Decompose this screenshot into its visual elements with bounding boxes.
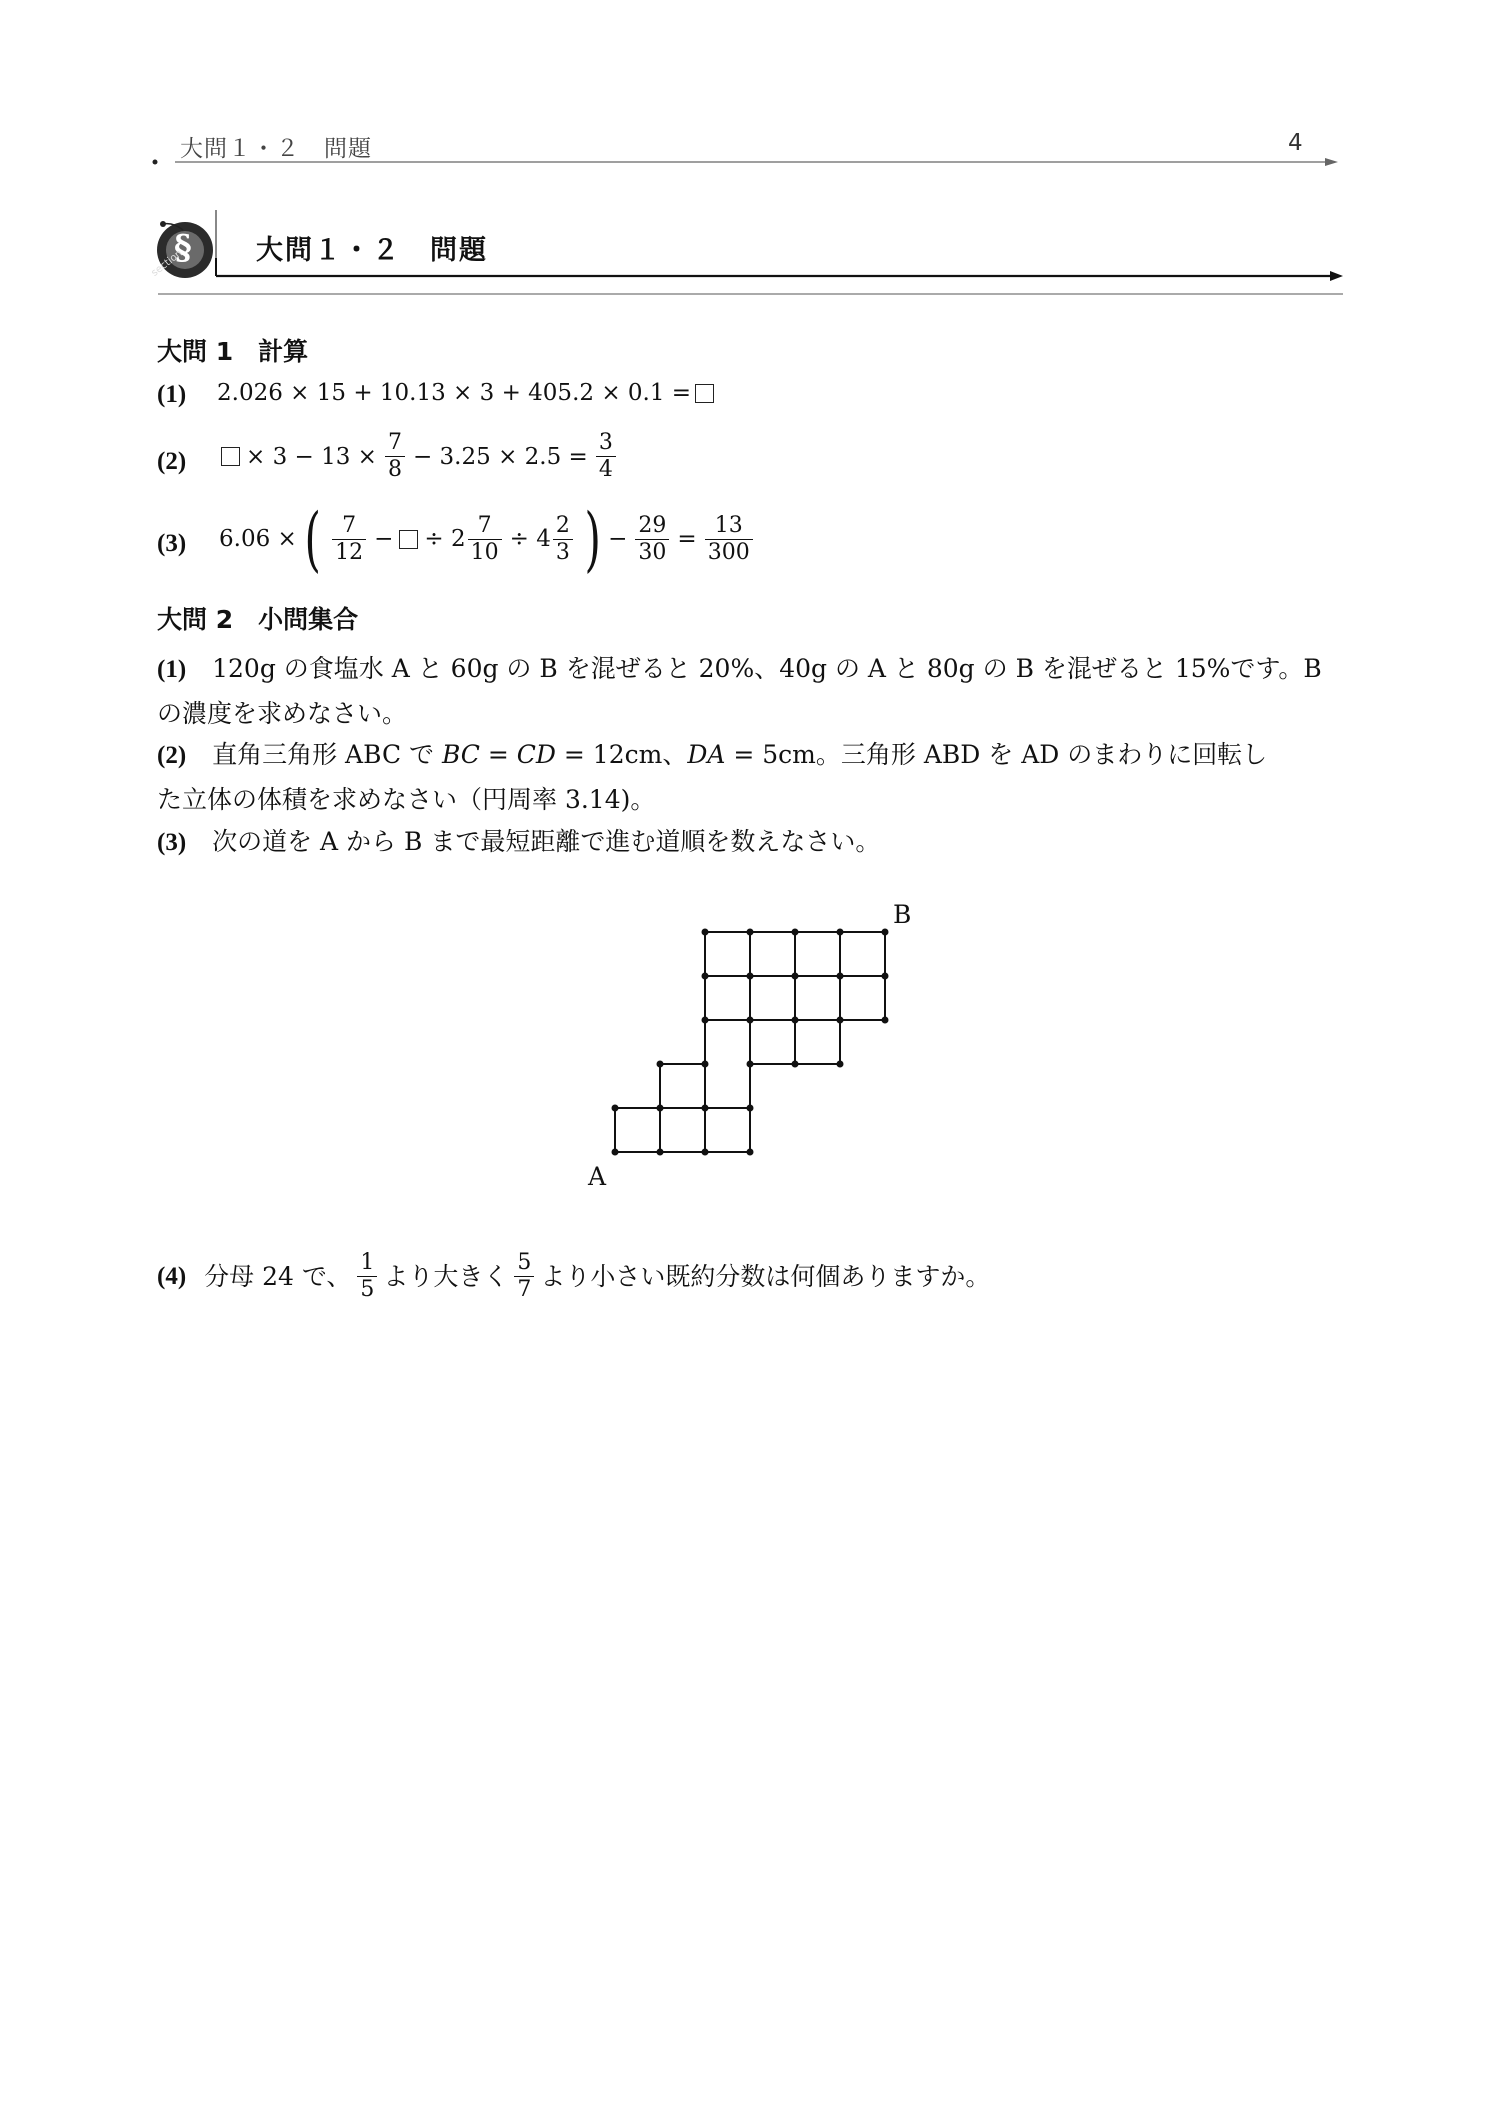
badge-ring-text: section	[149, 248, 185, 279]
q2-1-block	[157, 647, 1337, 736]
numerator: 13	[714, 512, 743, 538]
denominator: 8	[385, 456, 405, 483]
fraction-29-30	[635, 513, 669, 566]
divide-2: ÷ 2	[424, 526, 466, 552]
minus-sign: −	[374, 526, 394, 552]
denominator: 30	[635, 539, 669, 566]
denominator: 12	[332, 539, 366, 566]
section-title: 大問１・２ 問題	[256, 235, 488, 266]
divide-4: ÷ 4	[509, 526, 551, 552]
q2-4-label: (4)	[157, 1262, 187, 1290]
q2-4-block	[157, 1250, 1337, 1303]
q1-3-expr-a: 6.06 ×	[219, 526, 297, 552]
q2-3-label: (3)	[157, 829, 187, 856]
answer-blank	[695, 384, 714, 403]
q2-3-text: 次の道を A から B まで最短距離で進む道順を数えなさい。	[212, 827, 881, 856]
fraction-1-5	[357, 1250, 377, 1303]
q2-2-text-line2: た立体の体積を求めなさい（円周率 3.14)。	[157, 785, 656, 814]
q2-3-block	[157, 820, 1337, 865]
q1-2-label: (2)	[157, 448, 187, 475]
numerator: 7	[342, 512, 357, 538]
fraction-2-3	[553, 513, 573, 566]
numerator: 3	[598, 430, 613, 455]
q2-2-math-da: DA	[687, 740, 726, 769]
q1-1-expr-text: 2.026 × 15 + 10.13 × 3 + 405.2 × 0.1 =	[217, 380, 692, 406]
badge-symbol: §	[174, 228, 192, 268]
q2-4-text-c: より小さい既約分数は何個ありますか。	[540, 1261, 991, 1291]
q2-2-text-c: = 5cm。三角形 ABD を AD のまわりに回転し	[725, 740, 1268, 769]
q1-2-expr-b: − 3.25 × 2.5 =	[412, 443, 588, 470]
q1-2-expression	[217, 430, 622, 483]
fraction-5-7	[514, 1250, 534, 1303]
q1-heading: 大問 1 計算	[157, 337, 309, 366]
numerator: 2	[555, 512, 570, 538]
denominator: 3	[553, 539, 573, 566]
q1-3-expression	[217, 498, 759, 580]
numerator: 7	[387, 430, 402, 455]
q2-2-block	[157, 733, 1337, 822]
section-badge-icon	[149, 212, 223, 282]
q2-1-text-line1: 120g の食塩水 A と 60g の B を混ぜると 20%、40g の A と 80g の B を混ぜると 15%です。B	[212, 654, 1322, 683]
denominator: 5	[357, 1276, 377, 1303]
q2-heading: 大問 2 小問集合	[157, 605, 359, 634]
numerator: 1	[360, 1250, 375, 1275]
q2-1-label: (1)	[157, 656, 187, 683]
q2-2-label: (2)	[157, 742, 187, 769]
route-grid-diagram	[590, 888, 930, 1208]
fraction-7-10	[468, 513, 502, 566]
numerator: 29	[638, 512, 667, 538]
denominator: 10	[468, 539, 502, 566]
numerator: 5	[517, 1250, 532, 1275]
numerator: 7	[477, 512, 492, 538]
running-header-title: 大問１・２ 問題	[180, 136, 372, 162]
fraction-7-12	[332, 513, 366, 566]
right-paren: )	[584, 498, 601, 580]
header-rule	[150, 150, 1340, 170]
q2-1-text-line2: の濃度を求めなさい。	[157, 699, 408, 728]
q2-4-text-a: 分母 24 で、	[204, 1261, 352, 1291]
left-paren: (	[304, 498, 321, 580]
fraction-13-300	[705, 513, 753, 566]
denominator: 7	[514, 1276, 534, 1303]
q2-4-text-b: より大きく	[383, 1261, 509, 1291]
q1-3-label: (3)	[157, 530, 187, 557]
page-number: 4	[1288, 130, 1303, 156]
fraction-7-8	[385, 430, 405, 483]
answer-blank	[399, 530, 418, 549]
equals-sign: =	[677, 526, 697, 552]
answer-blank	[221, 447, 240, 466]
fraction-3-4	[596, 430, 616, 483]
point-b-label: B	[893, 900, 912, 929]
denominator: 4	[596, 456, 616, 483]
denominator: 300	[705, 539, 753, 566]
q1-2-expr-a: × 3 − 13 ×	[246, 443, 377, 470]
minus-sign: −	[608, 526, 628, 552]
q1-1-expression	[217, 380, 718, 406]
q2-2-text-a: 直角三角形 ABC で	[212, 740, 442, 769]
point-a-label: A	[588, 1162, 607, 1191]
q2-2-text-b: = 12cm、	[555, 740, 688, 769]
q2-2-math-bc-cd: BC = CD	[441, 740, 556, 769]
q1-1-label: (1)	[157, 381, 187, 408]
